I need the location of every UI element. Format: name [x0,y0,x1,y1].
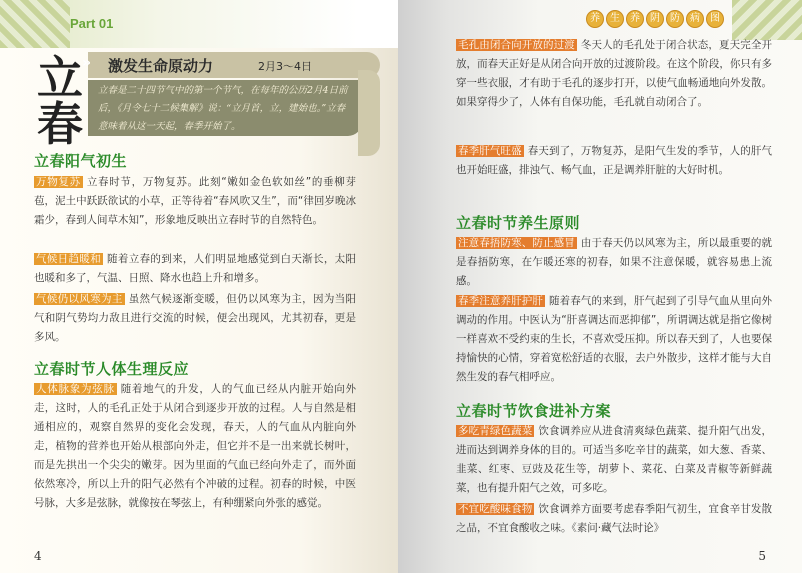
paragraph [456,234,772,291]
series-badge [586,10,724,30]
series-char: 养 [626,10,644,28]
header-pattern [0,0,70,48]
page-number: 4 [34,549,42,563]
paragraph [456,292,772,387]
paragraph-text: 由于春天仍以风寒为主，所以最重要的就是春捂防寒，在乍暖还寒的初春，如果不注意保暖，就容易患上流感。 [456,237,772,287]
section-heading: 立春阳气初生 [34,152,128,170]
paragraph-text: 随着立春的到来，人们明显地感觉到白天渐长，太阳也暖和多了，气温、日照、降水也趋上升和增多。 [34,253,357,284]
keyword-badge: 多吃青绿色蔬菜 [458,425,533,437]
right-header [398,0,802,40]
title-bar [82,52,380,78]
keyword-badge: 万物复苏 [36,176,81,188]
keyword-badge: 气候日趋暖和 [36,253,102,265]
intro-box [88,80,362,136]
series-char: 阴 [646,10,664,28]
part-label: Part 01 [70,16,114,31]
left-page [0,0,398,573]
keyword-badge: 人体脉象为弦脉 [36,383,115,395]
intro-decoration [358,70,380,156]
keyword-badge: 注意春捂防寒、防止感冒 [458,237,575,249]
series-char: 病 [686,10,704,28]
section-heading: 立春时节饮食进补方案 [456,402,612,420]
series-char: 生 [606,10,624,28]
series-char: 养 [586,10,604,28]
paragraph [456,500,772,538]
paragraph-text: 虽然气候逐渐变暖，但仍以风寒为主，因为当阳气和阴气势均力敌且进行交流的时候，便会出现风，尤其初春，更是多风。 [34,293,357,343]
paragraph [456,422,772,498]
series-char: 防 [666,10,684,28]
keyword-badge: 春季注意养肝护肝 [458,295,543,307]
paragraph-text: 冬天人的毛孔处于闭合状态，夏天完全开放，而春天正好是从闭合向开放的过渡阶段。在这个阶段，你只有多穿一些衣服，才有助于毛孔的逐步打开，以使气血畅通地向外发散。如果穿得少了，人体有自保功能，毛孔就自动闭合了。 [456,39,772,108]
paragraph-text: 春天到了，万物复苏，是阳气生发的季节，人的肝气也开始旺盛，排浊气、畅气血，正是调养肝脏的大好时机。 [456,145,772,176]
paragraph [34,290,356,347]
paragraph-text: 饮食调养应从进食清爽绿色蔬菜、提升阳气出发，进而达到调养身体的目的。可适当多吃辛甘的蔬菜，如大葱、香菜、韭菜、红枣、豆豉及花生等，胡萝卜、菜花、白菜及青椒等新鲜蔬菜，也有提升阳气之效，可多吃。 [456,425,772,494]
header-pattern [732,0,802,40]
paragraph-text: 随着地气的升发，人的气血已经从内脏开始向外走，这时，人的毛孔正处于从闭合到逐步开放的过程。人与自然是相通相应的，观察自然界的变化会发现，春天，人的气血从内脏向外走，植物的营养也开始从根部向外走，但它并不是一出来就长树叶，而是先拱出一个尖尖的嫩芽。因为里面的气血已经向外走了，而外面依然寒冷，所以上升的阳气必然有个冲破的过程。初春的时候，中医号脉，大多是弦脉，就像按在琴弦上，有种绷紧向外张的感觉。 [34,383,357,509]
paragraph [456,36,772,112]
chapter-char-2: 春 [37,97,83,151]
chevron-icon: » [82,55,92,71]
keyword-badge: 毛孔由闭合向开放的过渡 [458,39,575,51]
paragraph-text: 饮食调养方面要考虑春季阳气初生，宜食辛甘发散之品，不宜食酸收之味。《素问·藏气法时论》 [456,503,772,534]
right-page [398,0,802,573]
paragraph-text: 立春时节，万物复苏。此刻“嫩如金色软如丝”的垂柳芽苞，泥土中跃跃欲试的小草，正等待着“春风吹又生”，而“律回岁晚冰霜少，春到人间草木知”，形象地反映出立春时节的自然特色。 [34,176,356,226]
paragraph-text: 随着春气的来到，肝气起到了引导气血从里向外调动的作用。中医认为“肝喜调达而恶抑郁”，所谓调达就是指它像树一样喜欢不受约束的生长，不喜欢受压抑。所以春天到了，人也要保持愉快的心情，穿着宽松舒适的衣服，去户外散步，这样才能与大自然生发的春气相呼应。 [456,295,772,383]
keyword-badge: 气候仍以风寒为主 [36,293,123,305]
paragraph [34,250,356,288]
paragraph [34,380,356,513]
keyword-badge: 春季肝气旺盛 [458,145,522,157]
page-number: 5 [758,549,766,563]
section-heading: 立春时节养生原则 [456,214,581,232]
keyword-badge: 不宜吃酸味食物 [458,503,533,515]
paragraph [34,173,356,230]
intro-text: 立春是二十四节气中的第一个节气，在每年的公历2月4日前后，《月令七十二候集解》说：“立月首，立，建始也。”立春意味着从这一天起，春季开始了。 [98,85,348,132]
section-heading: 立春时节人体生理反应 [34,360,190,378]
chapter-date: 2月3～4日 [258,60,312,73]
left-header [0,0,398,48]
chapter-title: 激发生命原动力 [108,57,214,75]
series-char: 图 [706,10,724,28]
chapter-char-1: 立 [37,51,83,105]
paragraph [456,142,772,180]
